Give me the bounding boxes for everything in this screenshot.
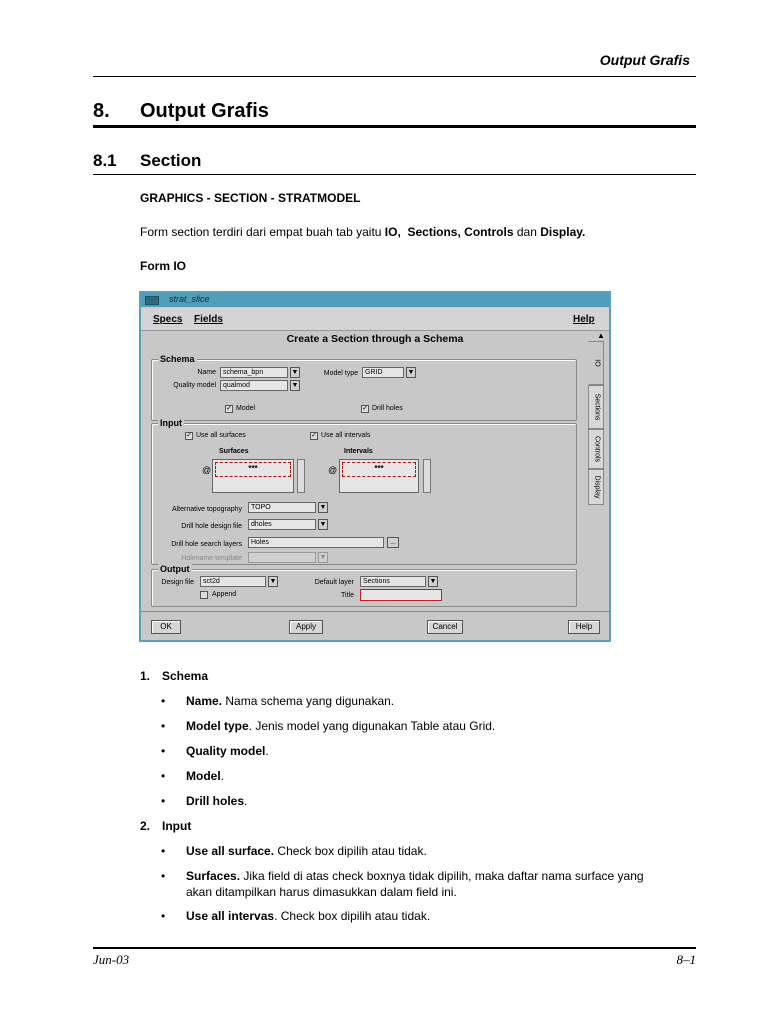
surfaces-label: Surfaces: [219, 448, 249, 455]
model-type-label: Model type: [323, 370, 358, 377]
schema-name-dropdown[interactable]: ▼: [291, 369, 299, 376]
intro-sections: Sections,: [407, 225, 461, 239]
chapter-heading: [93, 100, 269, 123]
intervals-scrollbar[interactable]: [423, 459, 431, 493]
design-file-field[interactable]: sct2d: [200, 576, 266, 587]
footer-page-number: 8–1: [676, 952, 696, 967]
default-layer-field[interactable]: Sections: [360, 576, 426, 587]
bullet-icon: •: [161, 844, 166, 858]
list-item: Model type. Jenis model yang digunakan Table atau Grid.: [186, 719, 496, 733]
window-menu-icon[interactable]: [145, 296, 159, 305]
default-layer-label: Default layer: [314, 579, 354, 586]
apply-button[interactable]: Apply: [289, 620, 323, 634]
section-rule: [93, 174, 696, 175]
bullet-icon: •: [161, 744, 166, 758]
use-all-surfaces-checkbox[interactable]: ✓: [186, 432, 192, 439]
schema-group-label: Schema: [160, 354, 195, 364]
intro-display: Display.: [540, 225, 586, 239]
title-label: Title: [341, 592, 354, 599]
tab-io[interactable]: IO: [588, 341, 604, 385]
dh-search-field[interactable]: Holes: [248, 537, 384, 548]
menu-help[interactable]: Help: [573, 314, 595, 325]
list-item: Name. Nama schema yang digunakan.: [186, 694, 395, 708]
intervals-list[interactable]: [339, 459, 419, 493]
input-group: [151, 418, 577, 565]
drill-holes-checkbox-label: Drill holes: [372, 405, 403, 412]
intro-io: IO,: [384, 225, 401, 239]
bullet-icon: •: [161, 769, 166, 783]
holename-template-field: [248, 552, 316, 563]
footer-date: Jun-03: [93, 952, 130, 967]
alt-topography-dropdown[interactable]: ▼: [319, 504, 327, 511]
button-separator: [141, 611, 609, 612]
intro-text: Form section terdiri dari empat buah tab yaitu: [140, 225, 385, 239]
intro-dan: dan: [516, 225, 537, 239]
use-all-intervals-checkbox[interactable]: ✓: [311, 432, 317, 439]
form-title: Create a Section through a Schema: [286, 333, 464, 345]
tab-controls[interactable]: Controls: [588, 429, 604, 469]
section-title: Section: [140, 151, 202, 170]
model-checkbox-label: Model: [236, 405, 256, 412]
dh-design-dropdown[interactable]: ▼: [319, 521, 327, 528]
list-item: Drill holes.: [186, 794, 248, 808]
quality-model-field[interactable]: qualmod: [220, 380, 288, 391]
design-file-dropdown[interactable]: ▼: [269, 578, 277, 585]
strat-slice-window: [139, 291, 611, 642]
schema-group: [151, 354, 577, 421]
intro-controls: Controls: [464, 225, 514, 239]
bullet-icon: •: [161, 794, 166, 808]
title-bar[interactable]: [141, 293, 609, 307]
bullet-icon: •: [161, 909, 166, 923]
window-title: strat_slice: [169, 294, 210, 304]
cancel-button[interactable]: Cancel: [427, 620, 463, 634]
quality-model-dropdown[interactable]: ▼: [291, 382, 299, 389]
menu-bar: [141, 308, 609, 331]
bullet-icon: •: [161, 869, 166, 883]
bullet-icon: •: [161, 694, 166, 708]
list-item: Surfaces. Jika field di atas check boxnya tidak dipilih, maka daftar nama surface yang: [186, 869, 644, 883]
section-number: 8.1: [93, 151, 117, 170]
use-all-intervals-label: Use all intervals: [321, 432, 371, 439]
list1-title: Schema: [162, 669, 209, 683]
alt-topography-label: Alternative topography: [171, 506, 242, 513]
dh-search-browse-button[interactable]: ...: [387, 537, 399, 548]
surfaces-scrollbar[interactable]: [297, 459, 305, 493]
ok-button[interactable]: OK: [151, 620, 181, 634]
tab-display[interactable]: Display: [588, 469, 604, 505]
help-button[interactable]: Help: [568, 620, 600, 634]
section-heading: [93, 151, 201, 171]
header-rule: [93, 76, 696, 77]
use-all-surfaces-label: Use all surfaces: [196, 432, 246, 439]
holename-template-dropdown: ▼: [319, 554, 327, 561]
list2-number: 2.: [140, 819, 151, 833]
append-label: Append: [212, 591, 237, 598]
intervals-list-item[interactable]: ***: [342, 462, 416, 477]
scroll-up-icon[interactable]: ▲: [597, 331, 605, 340]
output-group: [151, 564, 577, 607]
footer-rule: [93, 947, 696, 949]
schema-name-field[interactable]: schema_bpn: [220, 367, 288, 378]
list-item-continuation: akan ditampilkan harus dimasukkan dalam field ini.: [186, 885, 457, 899]
list-item: Model.: [186, 769, 225, 783]
title-field[interactable]: [360, 589, 442, 601]
form-io-label: Form IO: [140, 259, 187, 273]
intervals-label: Intervals: [344, 448, 373, 455]
holename-template-label: Holename template: [181, 555, 242, 562]
surfaces-list[interactable]: [212, 459, 294, 493]
drill-holes-checkbox[interactable]: ✓: [362, 405, 368, 412]
chapter-rule: [93, 125, 696, 128]
append-checkbox[interactable]: [200, 591, 208, 599]
design-file-label: Design file: [161, 579, 194, 586]
dh-design-field[interactable]: dholes: [248, 519, 316, 530]
list-item: Use all intervas. Check box dipilih atau tidak.: [186, 909, 431, 923]
menu-fields[interactable]: Fields: [194, 314, 223, 325]
chapter-title: Output Grafis: [140, 100, 269, 122]
running-header: Output Grafis: [599, 52, 690, 68]
bullet-icon: •: [161, 719, 166, 733]
chapter-number: 8.: [93, 100, 110, 122]
menu-path: GRAPHICS - SECTION - STRATMODEL: [140, 191, 361, 205]
list-item: Use all surface. Check box dipilih atau tidak.: [186, 844, 427, 858]
output-group-label: Output: [160, 564, 190, 574]
surfaces-list-item[interactable]: ***: [215, 462, 291, 477]
list2-title: Input: [162, 819, 192, 833]
model-checkbox[interactable]: ✓: [226, 405, 232, 412]
list1-number: 1.: [140, 669, 151, 683]
dh-design-label: Drill hole design file: [181, 523, 242, 530]
menu-specs[interactable]: Specs: [153, 314, 183, 325]
list-item: Quality model.: [186, 744, 269, 758]
model-type-field[interactable]: GRID: [362, 367, 404, 378]
tab-sections[interactable]: Sections: [588, 385, 604, 429]
default-layer-dropdown[interactable]: ▼: [429, 578, 437, 585]
model-type-dropdown[interactable]: ▼: [407, 369, 415, 376]
intro-paragraph: [140, 225, 585, 239]
dh-search-label: Drill hole search layers: [171, 541, 242, 548]
input-group-label: Input: [160, 418, 182, 428]
surfaces-at-icon: @: [202, 465, 212, 475]
alt-topography-field[interactable]: TOPO: [248, 502, 316, 513]
intervals-at-icon: @: [328, 465, 338, 475]
name-label: Name: [197, 369, 216, 376]
quality-model-label: Quality model: [173, 382, 216, 389]
